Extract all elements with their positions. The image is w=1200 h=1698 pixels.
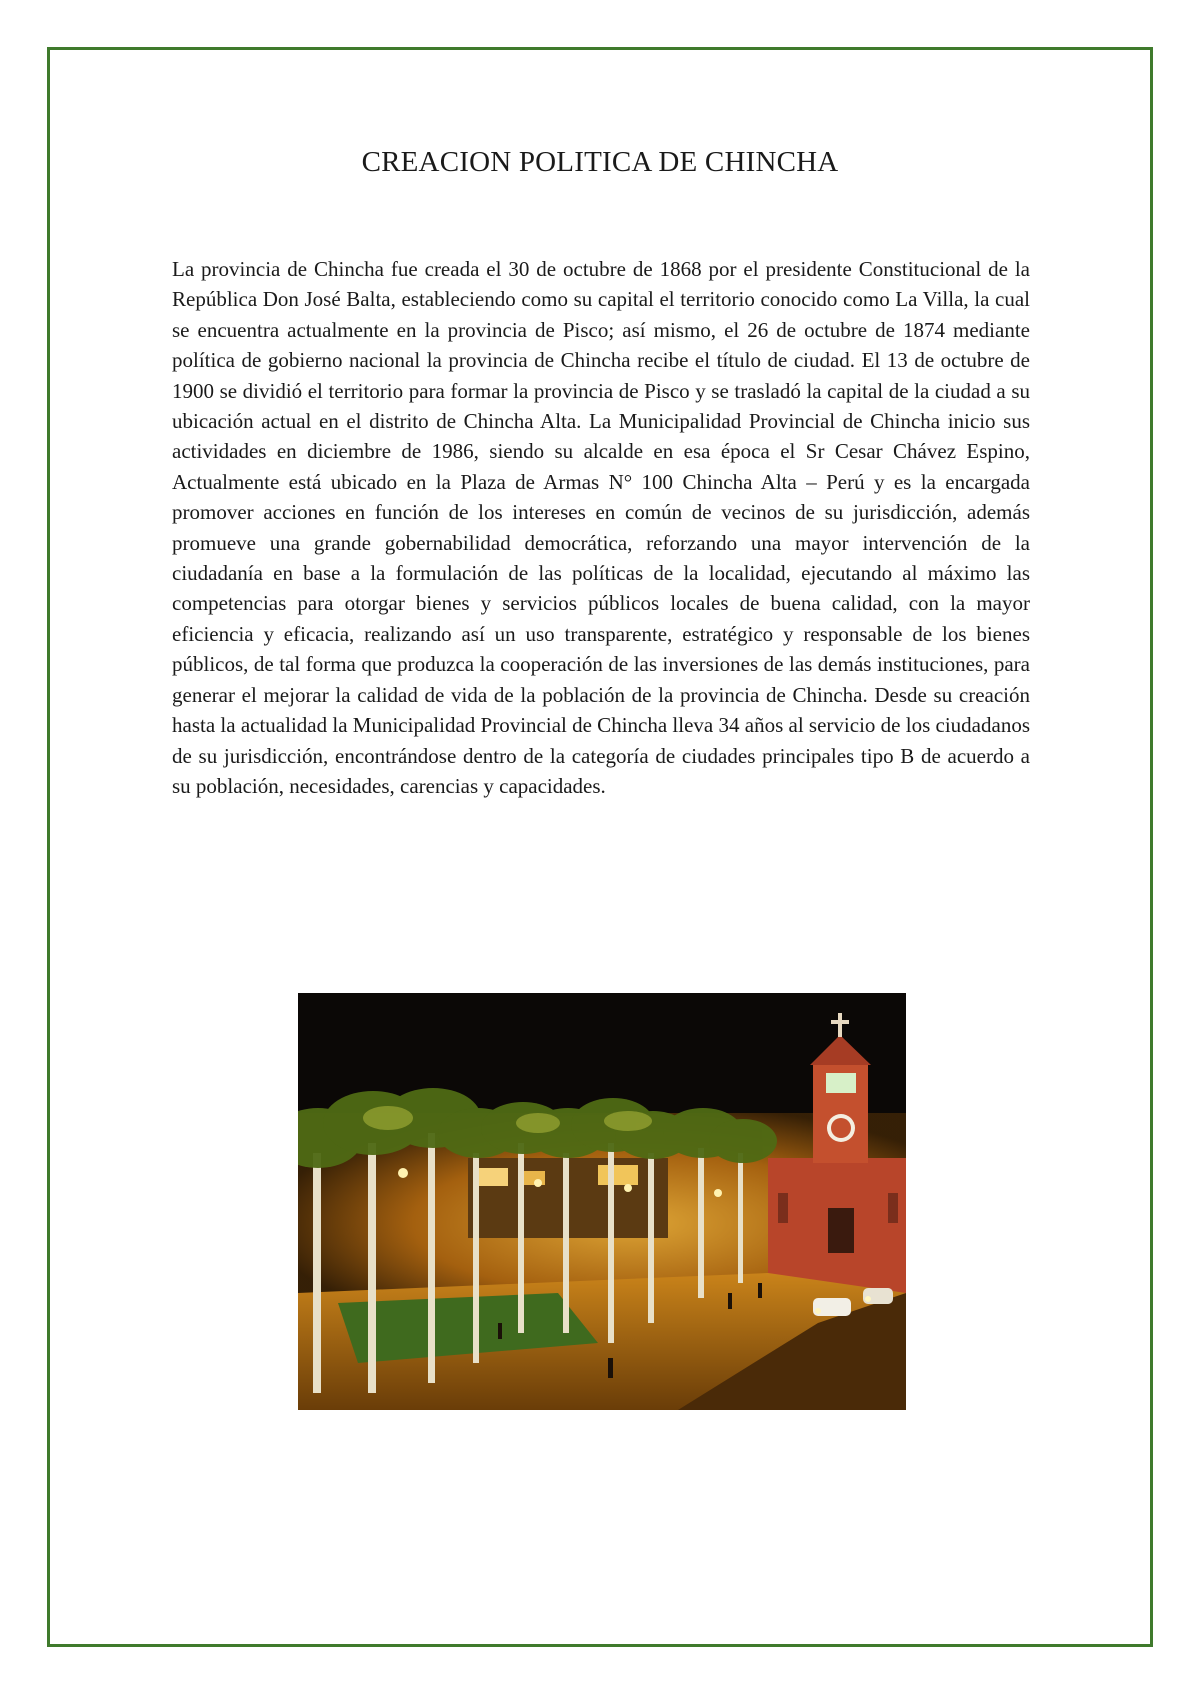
page-title: CREACION POLITICA DE CHINCHA (361, 146, 839, 178)
body-paragraph: La provincia de Chincha fue creada el 30 de octubre de 1868 por el presidente Constitucional de la República Don José Balta, estableciendo como su capital el territorio conocido como La Villa, la cual se encuentra actualmente en la provincia de Pisco; así mismo, el 26 de octubre de 1874 mediante política de gobierno nacional la provincia de Chincha recibe el título de ciudad. El 13 de octubre de 1900 se dividió el territorio para formar la provincia de Pisco y se trasladó la capital de la ciudad a su ubicación actual en el distrito de Chincha Alta. La Municipalidad Provincial de Chincha inicio sus actividades en diciembre de 1986, siendo su alcalde en esa época el Sr Cesar Chávez Espino, Actualmente está ubicado en la Plaza de Armas N° 100 Chincha Alta – Perú y es la encargada promover acciones en función de los intereses en común de vecinos de su jurisdicción, además promueve una grande gobernabilidad democrática, reforzando una mayor intervención de la ciudadanía en base a la formulación de las políticas de la localidad, ejecutando al máximo las competencias para otorgar bienes y servicios públicos locales de buena calidad, con la mayor eficiencia y eficacia, realizando así un uso transparente, estratégico y responsable de los bienes públicos, de tal forma que produzca la cooperación de las inversiones de las demás instituciones, para generar el mejorar la calidad de vida de la población de la provincia de Chincha. Desde su creación hasta la actualidad la Municipalidad Provincial de Chincha lleva 34 años al servicio de los ciudadanos de su jurisdicción, encontrándose dentro de la categoría de ciudades principales tipo B de acuerdo a su población, necesidades, carencias y capacidades. (172, 257, 1030, 798)
plaza-night-photo (298, 993, 906, 1410)
